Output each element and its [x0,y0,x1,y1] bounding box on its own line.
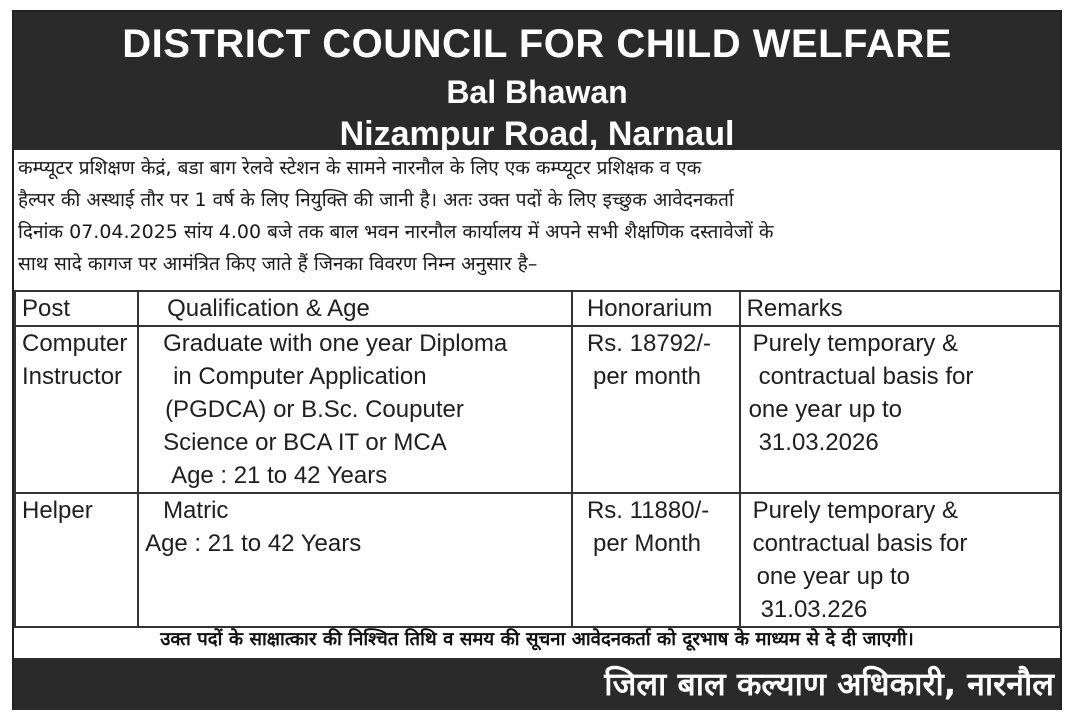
notice-header [14,12,1060,153]
qualification-cell: Graduate with one year Diploma in Computer Application (PGDCA) or B.Sc. Couputer Science or BCA IT or MCA Age : 21 to 42 Years [138,326,572,493]
post-cell: Helper [15,493,138,627]
officer-signature: जिला बाल कल्याण अधिकारी, नारनौल [604,665,1054,703]
table-row [15,493,1060,627]
intro-paragraph [18,152,1058,280]
honorarium-cell: Rs. 11880/- per Month [572,493,740,627]
table-header-row [15,291,1060,326]
office-address: Nizampur Road, Narnaul [339,115,735,153]
interview-note: उक्त पदों के साक्षात्कार की निश्चित तिथि व समय की सूचना आवेदनकर्ता को दूरभाष के माध्यम से दे दी जाएगी। [160,629,914,650]
header-post: Post [15,291,138,326]
post-cell: Computer Instructor [15,326,138,493]
intro-line: कम्प्यूटर प्रशिक्षण केद्रं, बडा बाग रेलवे स्टेशन के सामने नारनौल के लिए एक कम्प्यूटर प्रशिक्षक व एक [18,157,702,179]
header-honorarium: Honorarium [572,291,740,326]
council-title: DISTRICT COUNCIL FOR CHILD WELFARE [122,22,952,66]
remarks-cell: Purely temporary & contractual basis for one year up to 31.03.2026 [740,326,1060,493]
office-name: Bal Bhawan [446,74,628,110]
qualification-cell: Matric Age : 21 to 42 Years [138,493,572,627]
table-row [15,326,1060,493]
signature-band [14,658,1060,710]
remarks-cell: Purely temporary & contractual basis for one year up to 31.03.226 [740,493,1060,627]
vacancy-table [14,290,1061,628]
header-remarks: Remarks [740,291,1060,326]
honorarium-cell: Rs. 18792/- per month [572,326,740,493]
intro-line: साथ सादे कागज पर आमंत्रित किए जाते हैं जिनका विवरण निम्न अनुसार है– [18,253,538,275]
intro-line: दिनांक 07.04.2025 सांय 4.00 बजे तक बाल भवन नारनौल कार्यालय में अपने सभी शैक्षणिक दस्तावेजों के [18,221,774,243]
header-qualification: Qualification & Age [138,291,572,326]
intro-line: हैल्पर की अस्थाई तौर पर 1 वर्ष के लिए नियुक्ति की जानी है। अतः उक्त पदों के लिए इच्छुक आवेदनकर्ता [18,189,734,211]
